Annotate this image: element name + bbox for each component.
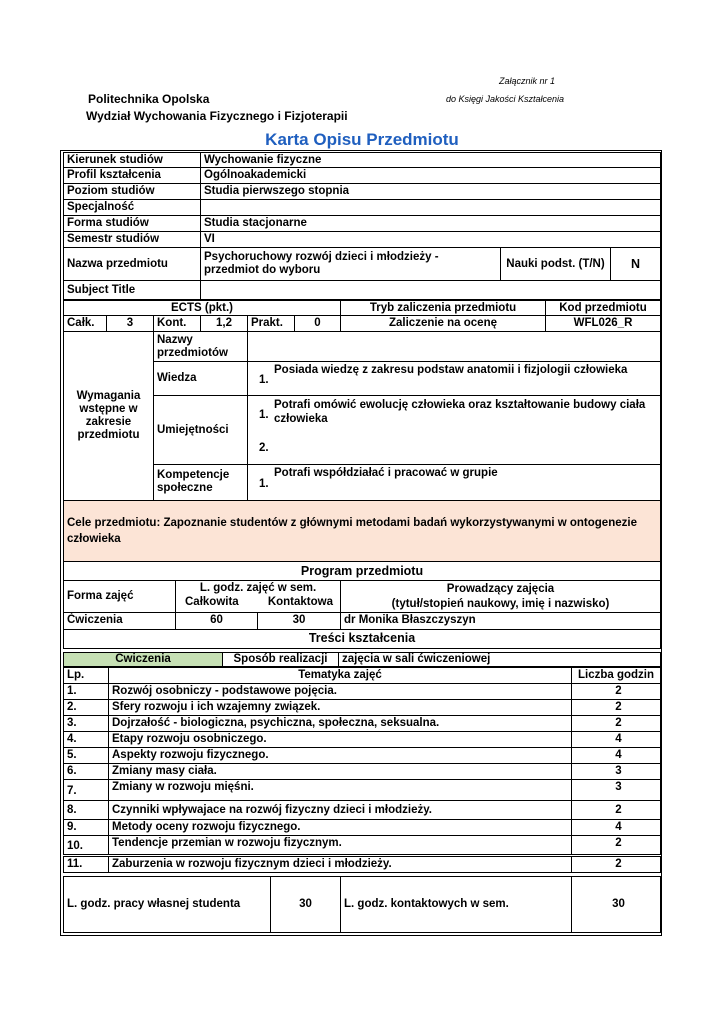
- info-value: Studia pierwszego stopnia: [200, 183, 661, 200]
- prerequisites-title: Wymagania wstępne w zakresie przedmiotu: [63, 331, 154, 501]
- ects-total-value: 3: [106, 315, 154, 332]
- basic-sciences-label: Nauki podst. (T/N): [500, 247, 611, 281]
- topic-lp: 8.: [63, 800, 109, 820]
- topic-lp: 6.: [63, 763, 109, 780]
- info-value: Studia stacjonarne: [200, 215, 661, 232]
- topic-text: Metody oceny rozwoju fizycznego.: [108, 819, 572, 836]
- topic-lp: 1.: [63, 683, 109, 700]
- subject-title-value: [200, 280, 661, 300]
- hours-header: L. godz. zajęć w sem. Całkowita Kontaktowa: [175, 580, 341, 613]
- subject-title-label: Subject Title: [63, 280, 201, 300]
- program-lecturer-value: dr Monika Błaszczyszyn: [340, 612, 661, 630]
- topic-lp: 2.: [63, 699, 109, 716]
- topic-text: Tendencje przemian w rozwoju fizycznym.: [108, 835, 572, 855]
- info-value: [200, 199, 661, 216]
- topic-hours: 3: [571, 763, 661, 780]
- topic-hours: 4: [571, 731, 661, 748]
- topic-lp: 3.: [63, 715, 109, 732]
- mode-header: Tryb zaliczenia przedmiotu: [340, 300, 546, 316]
- content-title: Treści kształcenia: [63, 629, 661, 649]
- knowledge-label: Wiedza: [153, 361, 248, 396]
- program-title: Program przedmiotu: [63, 561, 661, 581]
- info-value: Wychowanie fizyczne: [200, 152, 661, 168]
- program-contact-hours: 30: [257, 612, 341, 630]
- university-name: Politechnika Opolska: [88, 92, 210, 106]
- assessment-mode-value: Zaliczenie na ocenę: [340, 315, 546, 332]
- code-header: Kod przedmiotu: [545, 300, 661, 316]
- topic-hours: 2: [571, 699, 661, 716]
- topic-text: Czynniki wpływajace na rozwój fizyczny dzieci i młodzieży.: [108, 800, 572, 820]
- topic-text: Aspekty rozwoju fizycznego.: [108, 747, 572, 764]
- skills-requirements: 1. Potrafi omówić ewolucję człowieka oraz kształtowanie budowy ciała człowieka 2.: [247, 395, 661, 465]
- topic-text: Etapy rozwoju osobniczego.: [108, 731, 572, 748]
- topic-hours: 2: [571, 800, 661, 820]
- info-label: Kierunek studiów: [63, 152, 201, 168]
- col-hours-header: Liczba godzin: [571, 667, 661, 684]
- topic-text: Zmiany masy ciała.: [108, 763, 572, 780]
- col-lp-header: Lp.: [63, 667, 109, 684]
- own-work-value: 30: [270, 876, 341, 933]
- lecturer-header: Prowadzący zajęcia (tytuł/stopień naukowy, imię i nazwisko): [340, 580, 661, 613]
- content-form: Ćwiczenia: [63, 652, 223, 667]
- topic-text: Dojrzałość - biologiczna, psychiczna, społeczna, seksualna.: [108, 715, 572, 732]
- topic-hours: 2: [571, 856, 661, 873]
- faculty-name: Wydział Wychowania Fizycznego i Fizjoterapii: [86, 109, 348, 123]
- topic-hours: 2: [571, 715, 661, 732]
- topic-hours: 2: [571, 683, 661, 700]
- topic-lp: 10.: [63, 835, 109, 855]
- topic-hours: 2: [571, 835, 661, 855]
- topic-lp: 11.: [63, 856, 109, 873]
- topic-lp: 4.: [63, 731, 109, 748]
- basic-sciences-value: N: [610, 247, 661, 281]
- col-topic-header: Tematyka zajęć: [108, 667, 572, 684]
- info-label: Poziom studiów: [63, 183, 201, 200]
- topic-text: Sfery rozwoju i ich wzajemny związek.: [108, 699, 572, 716]
- ects-contact-label: Kont.: [153, 315, 201, 332]
- delivery-method-value: zajęcia w sali ćwiczeniowej: [338, 652, 661, 667]
- topic-hours: 3: [571, 779, 661, 801]
- social-competence-requirement: 1. Potrafi współdziałać i pracować w grupie: [247, 464, 661, 501]
- skills-label: Umiejętności: [153, 395, 248, 465]
- contact-hours-value: 30: [571, 876, 661, 933]
- topic-text: Zmiany w rozwoju mięśni.: [108, 779, 572, 801]
- topic-hours: 4: [571, 819, 661, 836]
- ects-header: ECTS (pkt.): [63, 300, 341, 316]
- attachment-number: Załącznik nr 1: [499, 76, 556, 86]
- info-label: Forma studiów: [63, 215, 201, 232]
- topic-lp: 7.: [63, 779, 109, 801]
- form-header: Forma zajęć: [63, 580, 176, 613]
- social-competence-label: Kompetencje społeczne: [153, 464, 248, 501]
- knowledge-requirement: 1. Posiada wiedzę z zakresu podstaw anatomii i fizjologii człowieka: [247, 361, 661, 396]
- topic-lp: 9.: [63, 819, 109, 836]
- page-title: Karta Opisu Przedmiotu: [265, 130, 459, 149]
- subject-code-value: WFL026_R: [545, 315, 661, 332]
- program-total-hours: 60: [175, 612, 258, 630]
- info-label: Specjalność: [63, 199, 201, 216]
- subject-names-value: [247, 331, 661, 362]
- own-work-label: L. godz. pracy własnej studenta: [63, 876, 271, 933]
- info-value: VI: [200, 231, 661, 248]
- info-label: Semestr studiów: [63, 231, 201, 248]
- subject-name-label: Nazwa przedmiotu: [63, 247, 201, 281]
- ects-contact-value: 1,2: [200, 315, 248, 332]
- info-label: Profil kształcenia: [63, 167, 201, 184]
- attachment-subtitle: do Księgi Jakości Kształcenia: [446, 94, 565, 104]
- ects-total-label: Całk.: [63, 315, 107, 332]
- contact-hours-label: L. godz. kontaktowych w sem.: [340, 876, 572, 933]
- delivery-method-label: Sposób realizacji: [222, 652, 339, 667]
- topic-text: Zaburzenia w rozwoju fizycznym dzieci i młodzieży.: [108, 856, 572, 873]
- subject-name-value: Psychoruchowy rozwój dzieci i młodzieży - przedmiot do wyboru: [200, 247, 501, 281]
- topic-hours: 4: [571, 747, 661, 764]
- ects-practical-label: Prakt.: [247, 315, 295, 332]
- topic-lp: 5.: [63, 747, 109, 764]
- subject-names-header: Nazwy przedmiotów: [153, 331, 248, 362]
- ects-practical-value: 0: [294, 315, 341, 332]
- topic-text: Rozwój osobniczy - podstawowe pojęcia.: [108, 683, 572, 700]
- course-goals: Cele przedmiotu: Zapoznanie studentów z głównymi metodami badań wykorzystywanymi w ontogenezie człowieka: [63, 500, 661, 562]
- program-form-value: Ćwiczenia: [63, 612, 176, 630]
- info-value: Ogólnoakademicki: [200, 167, 661, 184]
